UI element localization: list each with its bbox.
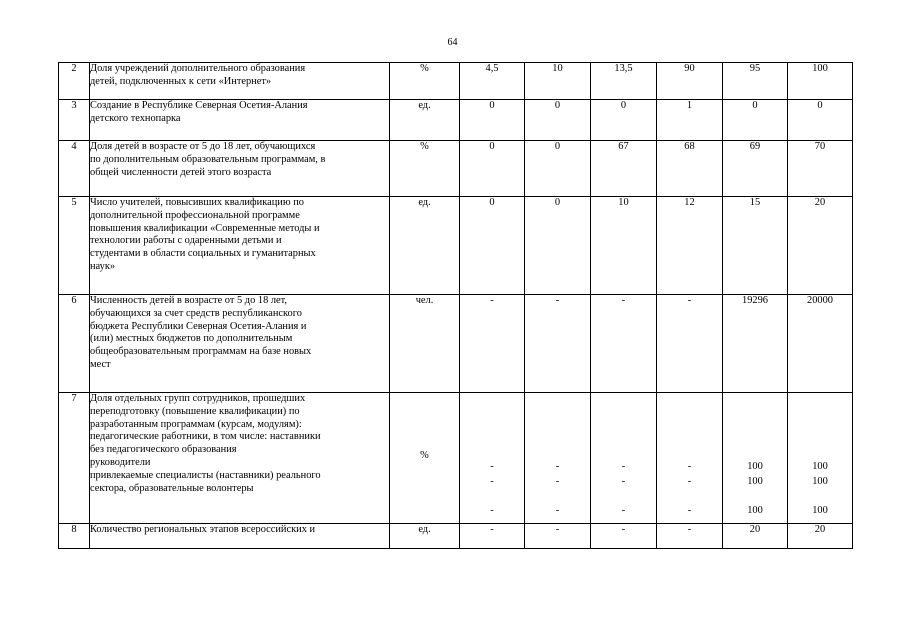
sub-value: - [490, 461, 494, 472]
indicator-name-line: наук» [90, 260, 116, 272]
indicator-name-line: Создание в Республике Северная Осетия-Алания [90, 100, 308, 111]
sub-value: - [490, 505, 494, 516]
indicator-name [90, 63, 390, 100]
value-cell: 20000 [788, 295, 853, 393]
value-cell: 0 [525, 100, 591, 141]
value-cell [591, 393, 657, 524]
value-cell: 0 [591, 100, 657, 141]
indicator-name-line: общей численности детей этого возраста [90, 166, 272, 178]
sub-value: 100 [747, 461, 763, 472]
value-cell: - [657, 524, 723, 549]
value-cell: 0 [723, 100, 788, 141]
value-cell: 69 [723, 141, 788, 197]
value-cell: 100 [788, 63, 853, 100]
sub-value: - [621, 461, 626, 472]
unit-cell: ед. [390, 100, 460, 141]
table-row [59, 63, 853, 100]
indicator-name-line: студентами в области социальных и гуманитарных [90, 248, 316, 260]
value-cell: 70 [788, 141, 853, 197]
indicator-name-line: по дополнительным образовательным программам, в [90, 153, 326, 165]
indicator-name [90, 100, 390, 141]
indicator-name-line: Доля учреждений дополнительного образования [90, 63, 306, 74]
page-number: 64 [447, 37, 458, 48]
value-cell [657, 393, 723, 524]
sub-value: 100 [812, 461, 828, 472]
indicator-name-line: детского технопарка [90, 112, 181, 124]
indicator-name [90, 141, 390, 197]
row-number: 7 [59, 393, 90, 524]
indicator-name-line: общеобразовательным программам на базе новых [90, 346, 312, 358]
value-cell: 0 [460, 100, 525, 141]
indicator-name-line: Количество региональных этапов всероссийских и [90, 524, 316, 535]
value-cell: 0 [525, 197, 591, 295]
value-cell: 0 [460, 197, 525, 295]
indicator-name-line: сектора, образовательные волонтеры [90, 482, 254, 494]
indicator-name-line: Доля детей в возрасте от 5 до 18 лет, обучающихся [90, 141, 316, 152]
unit-cell: ед. [390, 197, 460, 295]
unit-cell: ед. [390, 524, 460, 549]
sub-value: 100 [747, 476, 763, 487]
value-cell: - [657, 295, 723, 393]
indicator-name-line: привлекаемые специалисты (наставники) реального [90, 469, 321, 481]
indicator-name-line: руководители [90, 456, 151, 468]
indicator-name [90, 197, 390, 295]
indicator-name-line: переподготовку (повышение квалификации) по [90, 405, 300, 417]
value-cell: 95 [723, 63, 788, 100]
value-cell [788, 393, 853, 524]
sub-value: - [555, 505, 560, 516]
value-cell: 0 [460, 141, 525, 197]
value-cell [460, 393, 525, 524]
value-cell: 10 [591, 197, 657, 295]
table-row [59, 295, 853, 393]
value-cell: 20 [723, 524, 788, 549]
value-cell: - [460, 524, 525, 549]
table-row [59, 524, 853, 549]
indicator-name [90, 393, 390, 524]
value-cell: 20 [788, 197, 853, 295]
indicator-name-line: без педагогического образования [90, 444, 237, 456]
value-cell: 1 [657, 100, 723, 141]
sub-value: - [621, 476, 626, 487]
indicator-name-line: бюджета Республики Северная Осетия-Алания и [90, 320, 307, 332]
indicator-name-line: дополнительной профессиональной программе [90, 209, 300, 221]
sub-value: 100 [812, 505, 828, 516]
indicator-name-line: педагогические работники, в том числе: наставники [90, 431, 321, 443]
indicator-table [58, 62, 853, 549]
indicator-name-line: детей, подключенных к сети «Интернет» [90, 75, 272, 87]
table-row [59, 393, 853, 524]
unit-cell: % [390, 63, 460, 100]
value-cell: - [525, 295, 591, 393]
indicator-name-line: технологии работы с одаренными детьми и [90, 235, 282, 247]
value-cell: - [525, 524, 591, 549]
indicator-name-line: (или) местных бюджетов по дополнительным [90, 333, 293, 345]
value-cell: - [591, 524, 657, 549]
value-cell: 12 [657, 197, 723, 295]
indicator-name-line: Доля отдельных групп сотрудников, прошедших [90, 393, 306, 404]
value-cell: 0 [525, 141, 591, 197]
value-cell: 68 [657, 141, 723, 197]
row-number: 6 [59, 295, 90, 393]
sub-value: - [621, 505, 626, 516]
sub-value: - [555, 461, 560, 472]
row-number: 4 [59, 141, 90, 197]
value-cell: 4,5 [460, 63, 525, 100]
value-cell: 67 [591, 141, 657, 197]
row-number: 8 [59, 524, 90, 549]
value-cell: - [460, 295, 525, 393]
row-number: 5 [59, 197, 90, 295]
value-cell [525, 393, 591, 524]
unit-cell: % [390, 141, 460, 197]
value-cell: 20 [788, 524, 853, 549]
sub-value: - [555, 476, 560, 487]
value-cell: 19296 [723, 295, 788, 393]
value-cell: 13,5 [591, 63, 657, 100]
indicator-name [90, 524, 390, 549]
sub-value: - [687, 476, 692, 487]
sub-value: - [687, 505, 692, 516]
value-cell: - [591, 295, 657, 393]
unit-value: % [420, 450, 429, 461]
sub-value: - [490, 476, 494, 487]
indicator-name-line: разработанным программам (курсам, модулям): [90, 418, 302, 430]
indicator-name [90, 295, 390, 393]
table-row [59, 141, 853, 197]
indicator-name-line: обучающихся за счет средств республиканского [90, 307, 302, 319]
indicator-name-line: Число учителей, повысивших квалификацию по [90, 197, 304, 208]
indicator-name-line: мест [90, 358, 111, 370]
indicator-name-line: повышения квалификации «Современные методы и [90, 222, 320, 234]
indicator-name-line: Численность детей в возрасте от 5 до 18 лет, [90, 295, 288, 306]
row-number: 3 [59, 100, 90, 141]
row-number: 2 [59, 63, 90, 100]
unit-cell: чел. [390, 295, 460, 393]
value-cell: 90 [657, 63, 723, 100]
table-row [59, 197, 853, 295]
value-cell: 10 [525, 63, 591, 100]
sub-value: - [687, 461, 692, 472]
unit-cell [390, 393, 460, 524]
value-cell: 0 [788, 100, 853, 141]
sub-value: 100 [747, 505, 763, 516]
table-row [59, 100, 853, 141]
value-cell: 15 [723, 197, 788, 295]
sub-value: 100 [812, 476, 828, 487]
value-cell [723, 393, 788, 524]
